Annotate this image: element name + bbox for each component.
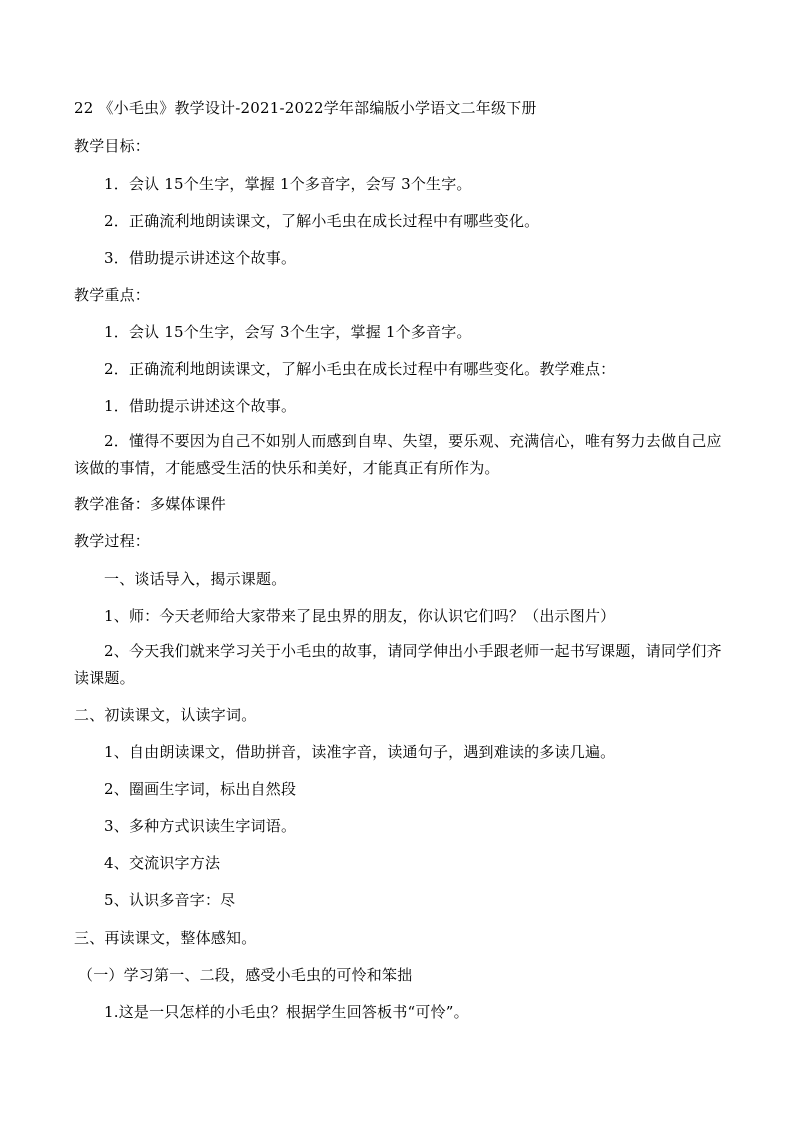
- section-heading-key-points: 教学重点：: [74, 286, 151, 304]
- section-heading-objectives: 教学目标：: [74, 137, 151, 155]
- process-step-1-heading: 一、谈话导入，揭示课题。: [104, 570, 287, 588]
- process-step-2-heading: 二、初读课文，认读字词。: [74, 706, 257, 724]
- process-step-3-subheading: （一）学习第一、二段，感受小毛虫的可怜和笨拙: [78, 966, 413, 984]
- document-title: 22 《小毛虫》教学设计-2021-2022学年部编版小学语文二年级下册: [74, 99, 537, 117]
- key-point-item-2: 2．正确流利地朗读课文，了解小毛虫在成长过程中有哪些变化。教学难点：: [104, 360, 616, 378]
- section-heading-process: 教学过程：: [74, 532, 151, 550]
- key-point-item-1: 1．会认 15个生字，会写 3个生字，掌握 1个多音字。: [104, 323, 472, 341]
- difficulty-item-2: 2．懂得不要因为自己不如别人而感到自卑、失望，要乐观、充满信心，唯有努力去做自己应该做的事情，才能感受生活的快乐和美好，才能真正有所作为。: [74, 432, 722, 477]
- process-step-1-item-1: 1、师：今天老师给大家带来了昆虫界的朋友，你认识它们吗？（出示图片）: [104, 607, 616, 625]
- process-step-2-item-1: 1、自由朗读课文，借助拼音，读准字音，读通句子，遇到难读的多读几遍。: [104, 743, 616, 761]
- process-step-3-item-1: 1.这是一只怎样的小毛虫？根据学生回答板书“可怜”。: [104, 1003, 469, 1021]
- process-step-2-item-2: 2、圈画生字词，标出自然段: [104, 780, 297, 798]
- objective-item-3: 3．借助提示讲述这个故事。: [104, 249, 297, 267]
- objective-item-1: 1．会认 15个生字，掌握 1个多音字，会写 3个生字。: [104, 175, 472, 193]
- difficulty-item-1: 1．借助提示讲述这个故事。: [104, 397, 297, 415]
- process-step-2-item-5: 5、认识多音字：尽: [104, 891, 236, 909]
- process-step-3-heading: 三、再读课文，整体感知。: [74, 929, 257, 947]
- objective-item-2: 2．正确流利地朗读课文，了解小毛虫在成长过程中有哪些变化。: [104, 212, 540, 230]
- process-step-1-item-2: 2、今天我们就来学习关于小毛虫的故事，请同学伸出小手跟老师一起书写课题，请同学们齐读课题。: [74, 642, 722, 687]
- process-step-2-item-4: 4、交流识字方法: [104, 854, 221, 872]
- preparation-line: 教学准备：多媒体课件: [74, 495, 227, 513]
- process-step-2-item-3: 3、多种方式识读生字词语。: [104, 817, 297, 835]
